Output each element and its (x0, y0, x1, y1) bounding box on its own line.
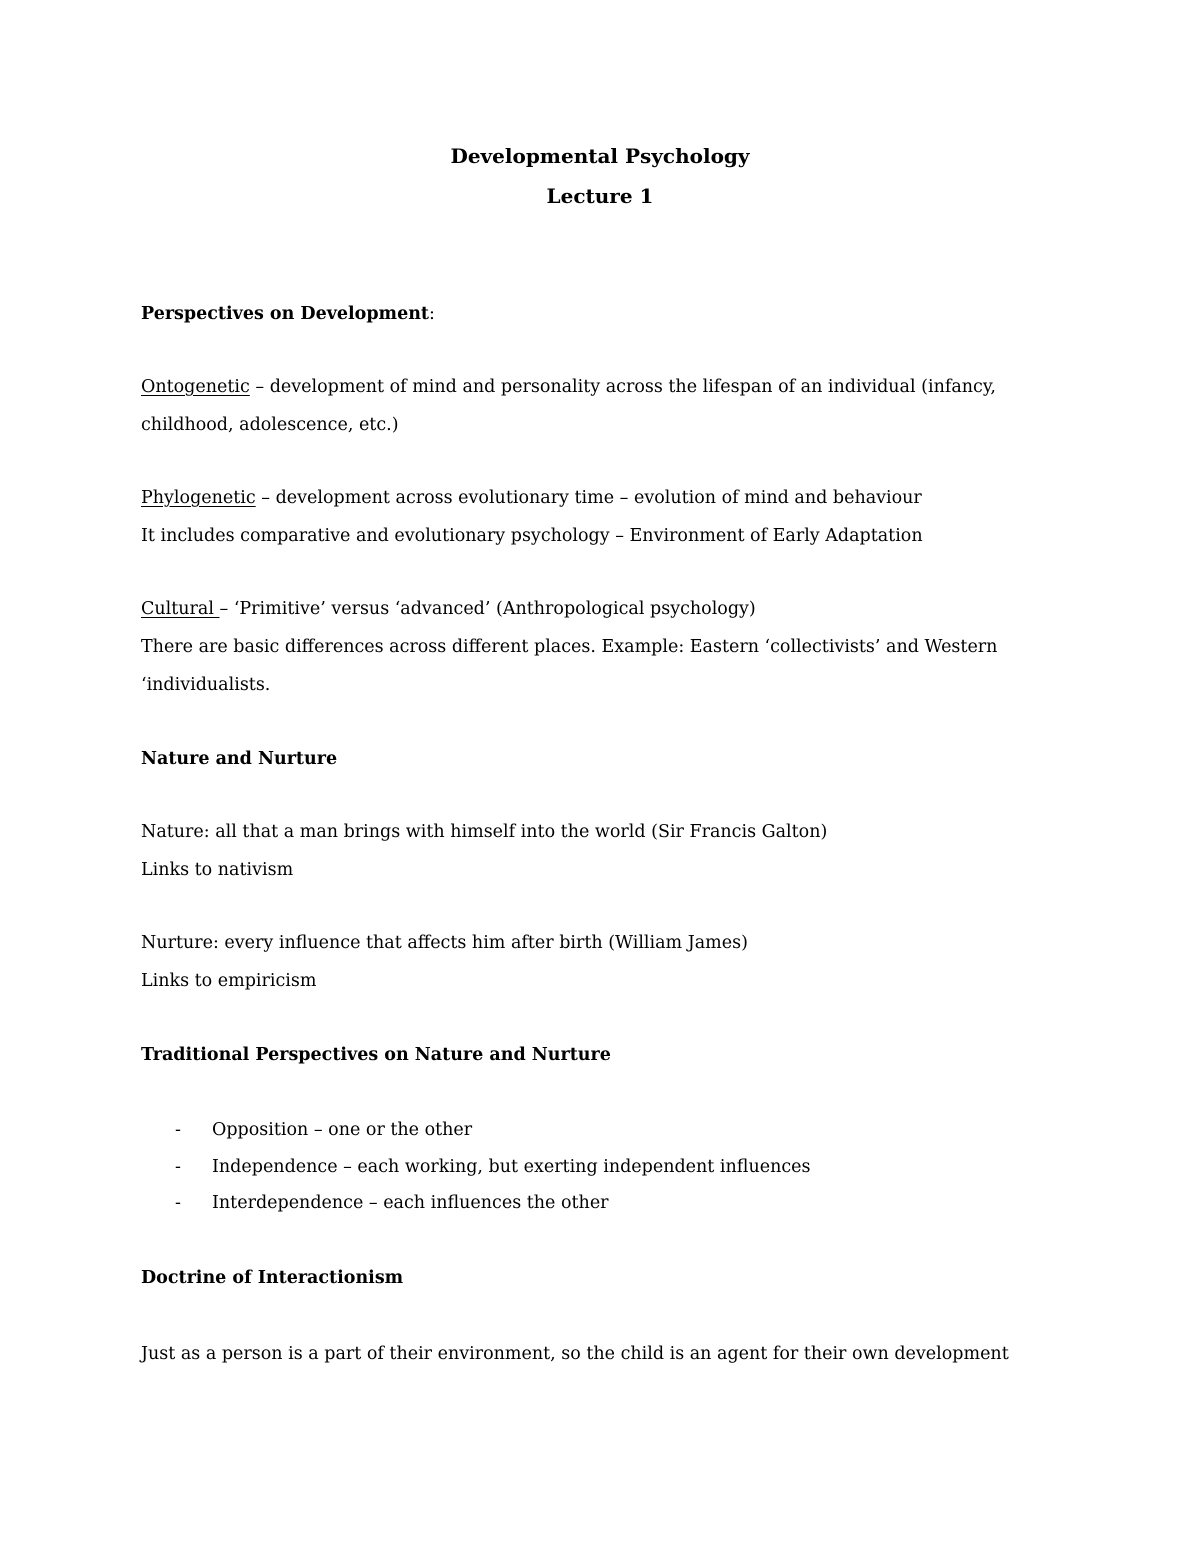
cultural-line-3: ‘individualists. (141, 675, 271, 695)
traditional-heading: Traditional Perspectives on Nature and Nurture (141, 1045, 611, 1065)
phylogenetic-line-2: It includes comparative and evolutionary psychology – Environment of Early Adaptation (141, 526, 923, 546)
phylogenetic-definition: – development across evolutionary time – evolution of mind and behaviour (255, 488, 922, 508)
phylogenetic-term: Phylogenetic (141, 488, 256, 508)
nurture-link: Links to empiricism (141, 971, 317, 991)
ontogenetic-definition: – development of mind and personality across the lifespan of an individual (infancy, (249, 377, 996, 397)
bullet-dash: - (175, 1157, 181, 1177)
nature-link: Links to nativism (141, 860, 294, 880)
bullet-dash: - (175, 1193, 181, 1213)
nature-nurture-heading: Nature and Nurture (141, 749, 338, 769)
list-item: Opposition – one or the other (212, 1120, 473, 1140)
list-item: Independence – each working, but exerting independent influences (212, 1157, 811, 1177)
nature-definition: Nature: all that a man brings with himself into the world (Sir Francis Galton) (141, 822, 828, 842)
ontogenetic-term: Ontogenetic (141, 377, 250, 397)
bullet-dash: - (175, 1120, 181, 1140)
interactionism-heading: Doctrine of Interactionism (141, 1268, 404, 1288)
perspectives-heading-colon: : (429, 304, 435, 324)
document-title: Developmental Psychology (450, 144, 750, 168)
ontogenetic-line-1 (141, 375, 996, 399)
cultural-term: Cultural (141, 599, 220, 619)
cultural-line-1 (141, 597, 756, 621)
cultural-definition: – ‘Primitive’ versus ‘advanced’ (Anthropological psychology) (219, 599, 756, 619)
ontogenetic-line-2: childhood, adolescence, etc.) (141, 415, 399, 435)
perspectives-heading: Perspectives on Development (141, 304, 430, 324)
cultural-line-2: There are basic differences across different places. Example: Eastern ‘collectivists’ and Western (141, 637, 998, 657)
document-subtitle: Lecture 1 (546, 184, 654, 208)
list-item: Interdependence – each influences the other (212, 1193, 609, 1213)
perspectives-heading-line (141, 302, 435, 326)
nurture-definition: Nurture: every influence that affects him after birth (William James) (141, 933, 748, 953)
interactionism-text: Just as a person is a part of their environment, so the child is an agent for their own development (141, 1344, 1009, 1364)
phylogenetic-line-1 (141, 486, 922, 510)
